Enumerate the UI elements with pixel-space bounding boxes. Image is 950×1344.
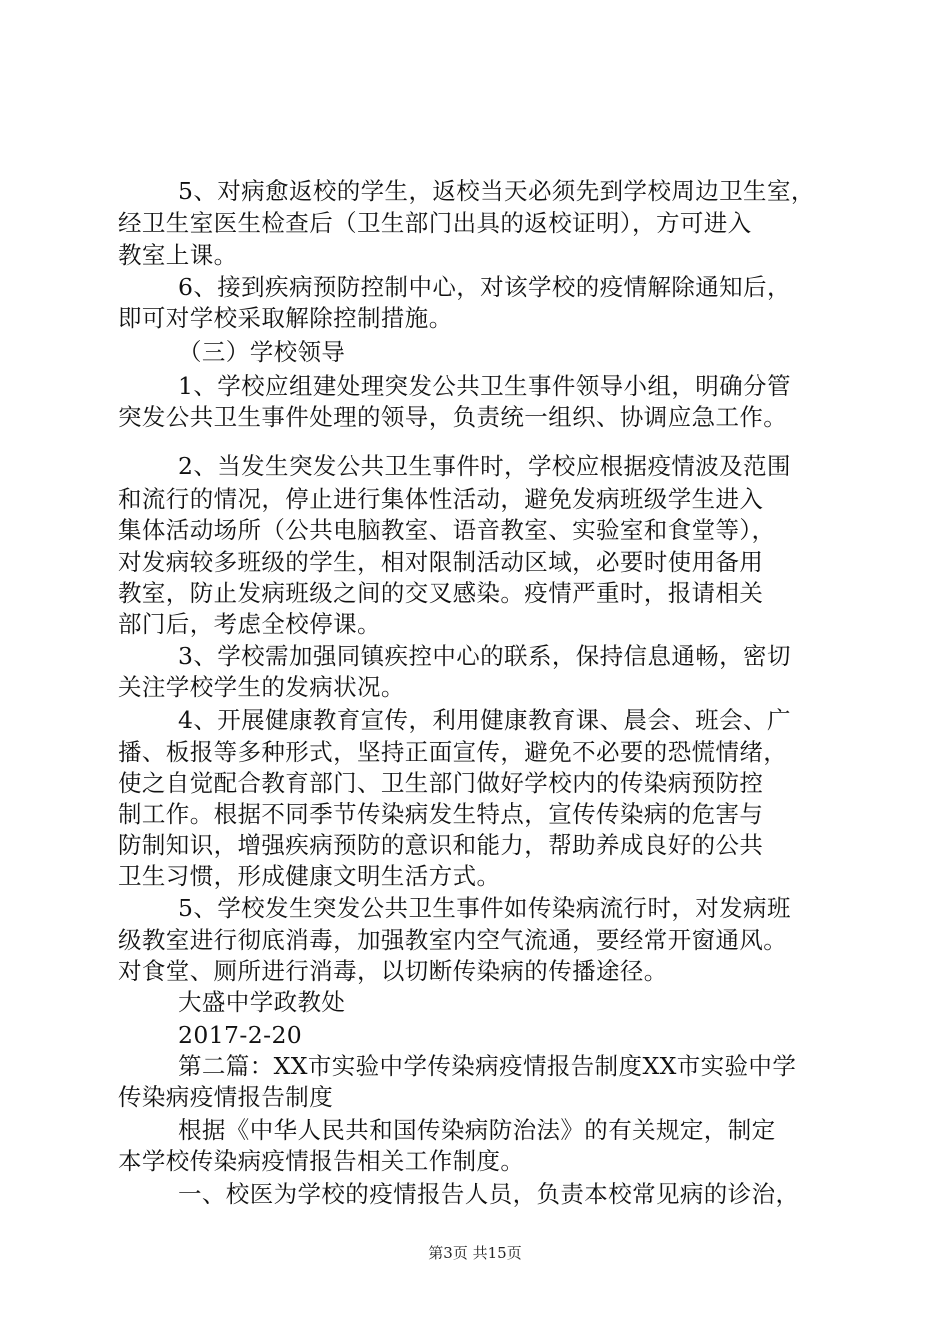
text-line: 部门后，考虑全校停课。 [118,610,381,638]
text-line: 播、板报等多种形式，坚持正面宣传，避免不必要的恐慌情绪， [118,738,788,766]
text-line: 本学校传染病疫情报告相关工作制度。 [118,1147,525,1175]
text-line: 即可对学校采取解除控制措施。 [118,304,453,332]
text-line: 2、当发生突发公共卫生事件时，学校应根据疫情波及范围 [178,452,791,480]
text-line: 级教室进行彻底消毒，加强教室内空气流通，要经常开窗通风。 [118,926,788,954]
text-line: 教室上课。 [118,241,238,269]
text-line: 传染病疫情报告制度 [118,1083,334,1111]
text-line: 集体活动场所（公共电脑教室、语音教室、实验室和食堂等）， [118,516,776,544]
text-line: 使之自觉配合教育部门、卫生部门做好学校内的传染病预防控 [118,769,764,797]
text-line: 第二篇：XX市实验中学传染病疫情报告制度XX市实验中学 [178,1052,797,1080]
text-line: 突发公共卫生事件处理的领导，负责统一组织、协调应急工作。 [118,403,788,431]
text-line: 防制知识，增强疾病预防的意识和能力，帮助养成良好的公共 [118,831,764,859]
text-line: 根据《中华人民共和国传染病防治法》的有关规定，制定 [178,1116,776,1144]
text-line: 制工作。根据不同季节传染病发生特点，宣传传染病的危害与 [118,800,764,828]
text-line: 1、学校应组建处理突发公共卫生事件领导小组，明确分管 [178,372,791,400]
text-line: 和流行的情况，停止进行集体性活动，避免发病班级学生进入 [118,485,764,513]
text-line: 3、学校需加强同镇疾控中心的联系，保持信息通畅，密切 [178,642,791,670]
text-line: 6、接到疾病预防控制中心，对该学校的疫情解除通知后， [178,273,791,301]
text-line: 5、学校发生突发公共卫生事件如传染病流行时，对发病班 [178,894,791,922]
text-line: 卫生习惯，形成健康文明生活方式。 [118,862,501,890]
text-line: 大盛中学政教处 [178,988,346,1016]
text-line: 对发病较多班级的学生，相对限制活动区域，必要时使用备用 [118,548,764,576]
text-line: 5、对病愈返校的学生，返校当天必须先到学校周边卫生室， [178,177,815,205]
text-line: 关注学校学生的发病状况。 [118,673,405,701]
text-line: （三）学校领导 [178,338,346,366]
text-line: 2017-2-20 [178,1021,303,1049]
text-line: 4、开展健康教育宣传，利用健康教育课、晨会、班会、广 [178,706,791,734]
text-line: 教室，防止发病班级之间的交叉感染。疫情严重时，报请相关 [118,579,764,607]
text-line: 经卫生室医生检查后（卫生部门出具的返校证明），方可进入 [118,209,752,237]
text-line: 一、校医为学校的疫情报告人员，负责本校常见病的诊治， [178,1180,800,1208]
page-footer: 第3页 共15页 [428,1244,522,1262]
text-line: 对食堂、厕所进行消毒，以切断传染病的传播途径。 [118,957,668,985]
